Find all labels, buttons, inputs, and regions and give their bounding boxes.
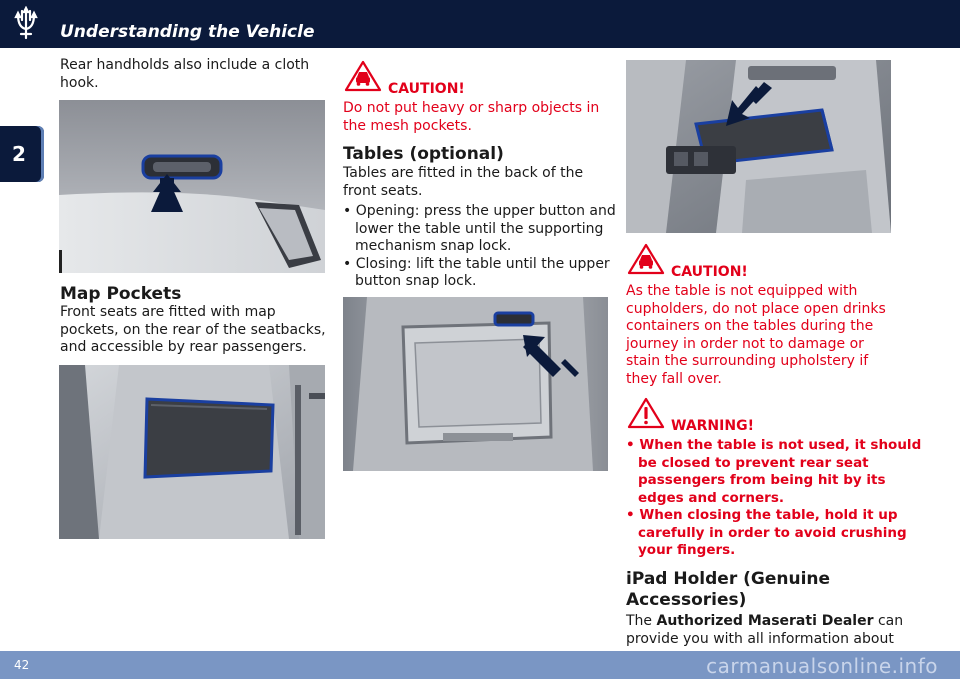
warning-text-line: your fingers. — [638, 542, 736, 558]
page-footer — [0, 651, 960, 679]
warning-text-line: • When closing the table, hold it up — [626, 507, 898, 523]
map-pockets-text-line: and accessible by rear passengers. — [60, 339, 307, 355]
caution-triangle-icon — [627, 243, 665, 275]
warning-triangle-icon — [627, 397, 665, 429]
ipad-text-line: provide you with all information about — [626, 630, 894, 647]
caution-text-line: the mesh pockets. — [343, 117, 472, 134]
bullet-opening-line: mechanism snap lock. — [355, 238, 512, 254]
table-closed-photo — [343, 297, 608, 471]
tables-text-line: front seats. — [343, 182, 423, 199]
intro-text-line: hook. — [60, 74, 99, 91]
section-heading-map-pockets: Map Pockets — [60, 284, 182, 304]
warning-text-line: passengers from being hit by its — [638, 472, 886, 488]
ipad-text-post: can — [873, 613, 904, 629]
caution-triangle-icon — [344, 60, 382, 92]
page-number: 42 — [14, 658, 30, 672]
warning-text-line: carefully in order to avoid crushing — [638, 524, 907, 541]
table-open-photo — [626, 60, 891, 233]
ipad-text-pre: The — [626, 613, 657, 629]
section-heading-tables: Tables (optional) — [343, 144, 504, 164]
caution-text-line: they fall over. — [626, 370, 722, 387]
ipad-text-line — [626, 613, 903, 631]
section-heading-ipad-holder: iPad Holder (Genuine — [626, 569, 831, 589]
page-title: Understanding the Vehicle — [60, 22, 315, 42]
bullet-opening-line: • Opening: press the upper button and — [343, 203, 616, 219]
caution-text-line: cupholders, do not place open drinks — [626, 300, 886, 317]
caution-text-line: Do not put heavy or sharp objects in — [343, 100, 600, 116]
caution-text-line: journey in order not to damage or — [626, 335, 864, 352]
watermark-text: carmanualsonline.info — [706, 654, 938, 678]
caution-label: CAUTION! — [671, 264, 748, 280]
page-header — [0, 0, 960, 48]
bullet-closing-line: • Closing: lift the table until the upper — [343, 255, 610, 272]
map-pockets-text-line: Front seats are fitted with map — [60, 304, 276, 320]
caution-text-line: As the table is not equipped with — [626, 283, 858, 299]
dealer-name: Authorized Maserati Dealer — [656, 613, 874, 629]
chapter-tab[interactable]: 2 — [0, 126, 44, 182]
caution-label: CAUTION! — [388, 81, 465, 97]
intro-text-line: Rear handholds also include a cloth — [60, 57, 310, 73]
trident-logo-icon — [8, 6, 44, 42]
rear-handhold-photo — [59, 100, 325, 273]
caution-text-line: stain the surrounding upholstery if — [626, 353, 869, 369]
bullet-opening-line: lower the table until the supporting — [355, 220, 604, 237]
warning-text-line: • When the table is not used, it should — [626, 437, 922, 453]
warning-text-line: be closed to prevent rear seat — [638, 454, 869, 471]
warning-label: WARNING! — [671, 418, 754, 434]
section-heading-ipad-holder: Accessories) — [626, 590, 747, 610]
map-pocket-photo — [59, 365, 325, 539]
map-pockets-text-line: pockets, on the rear of the seatbacks, — [60, 321, 326, 338]
bullet-closing-line: button snap lock. — [355, 273, 477, 289]
tables-text-line: Tables are fitted in the back of the — [343, 165, 584, 181]
warning-text-line: edges and corners. — [638, 489, 784, 506]
caution-text-line: containers on the tables during the — [626, 318, 874, 334]
